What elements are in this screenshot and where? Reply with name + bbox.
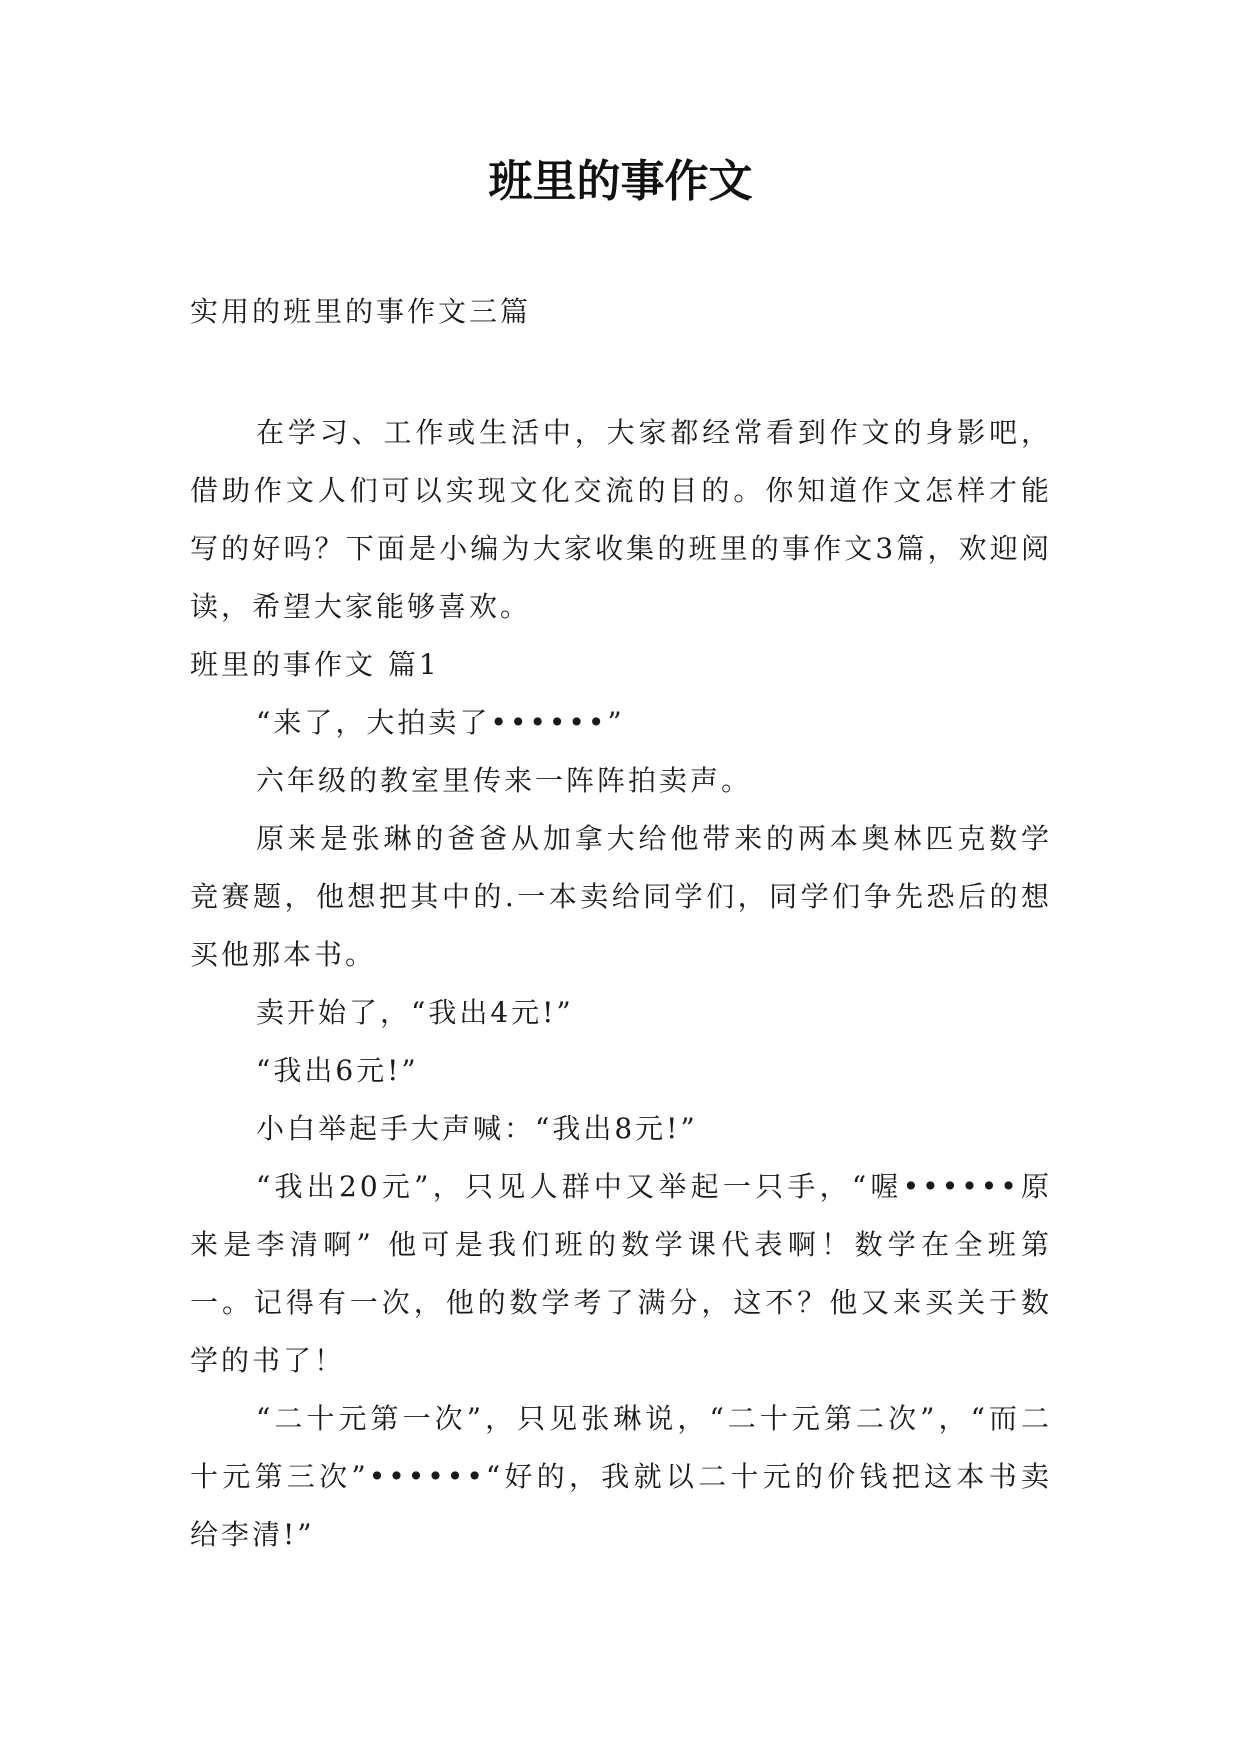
paragraph: 卖开始了，“我出4元!” xyxy=(256,996,574,1029)
paragraph: 原来是张琳的爸爸从加拿大给他带来的两本奥林匹克数学竞赛题，他想把其中的.一本卖给同学们，同学们争先恐后的想买他那本书。 xyxy=(190,822,1052,971)
paragraph: “二十元第一次”，只见张琳说，“二十元第二次”，“而二十元第三次”••••••“好的，我就以二十元的价钱把这本书卖给李清!” xyxy=(190,1402,1052,1551)
paragraph: “来了，大拍卖了••••••” xyxy=(256,706,625,739)
section-heading: 班里的事作文 篇1 xyxy=(190,648,440,681)
page-title: 班里的事作文 xyxy=(488,156,753,207)
paragraph: “我出6元!” xyxy=(256,1054,419,1087)
document-subtitle: 实用的班里的事作文三篇 xyxy=(190,295,532,328)
document-body xyxy=(190,404,1052,1564)
paragraph: 六年级的教室里传来一阵阵拍卖声。 xyxy=(256,764,753,797)
intro-paragraph: 在学习、工作或生活中，大家都经常看到作文的身影吧，借助作文人们可以实现文化交流的目的。你知道作文怎样才能写的好吗？下面是小编为大家收集的班里的事作文3篇，欢迎阅读，希望大家能够喜欢。 xyxy=(190,416,1052,623)
paragraph: 小白举起手大声喊：“我出8元!” xyxy=(256,1112,698,1145)
paragraph: “我出20元”，只见人群中又举起一只手，“喔••••••原来是李清啊” 他可是我们班的数学课代表啊！数学在全班第一。记得有一次，他的数学考了满分，这不？他又来买关于数学的书了！ xyxy=(190,1170,1052,1377)
